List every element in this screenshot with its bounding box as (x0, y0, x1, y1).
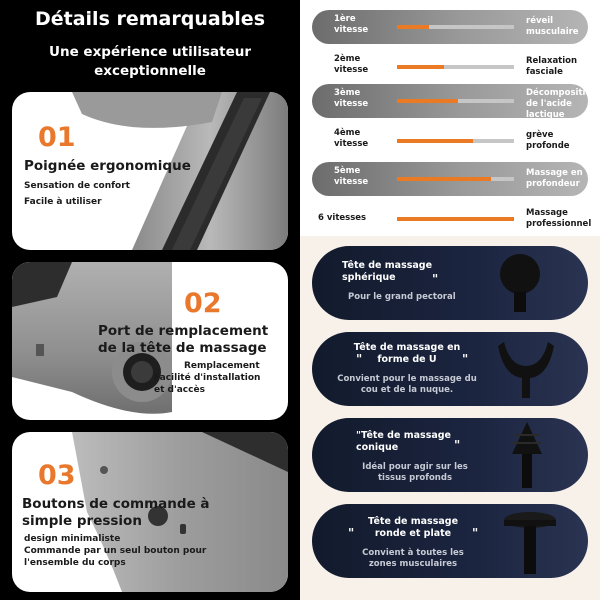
speed-row (312, 202, 592, 236)
feature-line: Facile à utiliser (24, 197, 102, 207)
speed-levels-panel (300, 0, 600, 236)
speed-row (312, 84, 598, 120)
speed-level-bar (397, 65, 444, 69)
head-title: Tête de massage sphérique (342, 260, 433, 283)
head-title: Tête de massage en forme de U (353, 342, 461, 365)
speed-description: Massage en profondeur (526, 168, 583, 189)
u-head-icon (496, 336, 556, 402)
feature-line: l'ensemble du corps (24, 558, 126, 568)
speed-level-bar (397, 177, 491, 181)
feature-card-handle (12, 92, 288, 250)
panel-title: Détails remarquables (34, 8, 265, 30)
feature-line: Facilité d'installation (154, 373, 261, 383)
speed-row (312, 162, 588, 196)
quote-mark: " (462, 352, 469, 366)
speed-description: réveil musculaire (526, 16, 579, 37)
quote-mark: " (348, 526, 355, 540)
head-desc: Convient pour le massage du cou et de la nuque. (337, 374, 477, 395)
speed-level-bar (397, 139, 473, 143)
massage-heads-panel (300, 236, 600, 600)
head-desc: Convient à toutes les zones musculaires (362, 548, 464, 569)
head-desc: Idéal pour agir sur les tissus profonds (362, 462, 468, 483)
head-card-u (312, 332, 588, 406)
speed-description: grève profonde (526, 130, 570, 151)
panel-subtitle: Une expérience utilisateur exceptionnelle (49, 44, 251, 79)
feature-title: Poignée ergonomique (24, 158, 191, 174)
speed-level-bar (397, 25, 429, 29)
feature-card-port (12, 262, 288, 420)
speed-row (312, 124, 588, 158)
speed-description: Massage professionnel (526, 208, 592, 229)
head-card-ball (312, 246, 588, 320)
speed-label: 1ère vitesse (334, 14, 369, 35)
feature-line: et d'accès (154, 385, 205, 395)
speed-track (397, 99, 514, 103)
head-card-cone (312, 418, 588, 492)
head-desc: Pour le grand pectoral (348, 292, 456, 302)
quote-mark: " (454, 438, 461, 452)
head-card-flat (312, 504, 588, 578)
head-title: "Tête de massage conique (356, 430, 452, 453)
flat-head-icon (498, 510, 562, 576)
feature-line: Remplacement (184, 361, 260, 371)
speed-label: 4ème vitesse (334, 128, 369, 149)
speed-track (397, 139, 514, 143)
feature-number: 02 (184, 288, 222, 319)
speed-description: Décomposition de l'acide lactique (526, 88, 598, 120)
feature-title: Boutons de commande à simple pression (22, 496, 210, 529)
speed-label: 6 vitesses (318, 213, 367, 223)
speed-label: 3ème vitesse (334, 88, 369, 109)
cone-head-icon (502, 420, 552, 490)
speed-track (397, 177, 514, 181)
ball-head-icon (490, 250, 550, 316)
speed-row (312, 10, 588, 44)
feature-number: 03 (38, 460, 76, 491)
speed-label: 5ème vitesse (334, 166, 369, 187)
speed-track (397, 65, 514, 69)
head-title: Tête de massage ronde et plate (367, 516, 459, 539)
quote-mark: " (472, 526, 479, 540)
feature-line: design minimaliste (24, 534, 121, 544)
feature-title: Port de remplacement de la tête de massage (98, 323, 269, 356)
feature-card-buttons (12, 432, 288, 592)
speed-track (397, 25, 514, 29)
speed-label: 2ème vitesse (334, 54, 369, 75)
speed-description: Relaxation fasciale (526, 56, 578, 77)
speed-level-bar (397, 99, 458, 103)
speed-row (312, 50, 588, 84)
feature-number: 01 (38, 122, 76, 153)
feature-line: Commande par un seul bouton pour (24, 546, 207, 556)
speed-level-bar (397, 217, 514, 221)
quote-mark: " (356, 352, 363, 366)
feature-line: Sensation de confort (24, 181, 130, 191)
quote-mark: " (432, 272, 439, 286)
speed-track (397, 217, 514, 221)
